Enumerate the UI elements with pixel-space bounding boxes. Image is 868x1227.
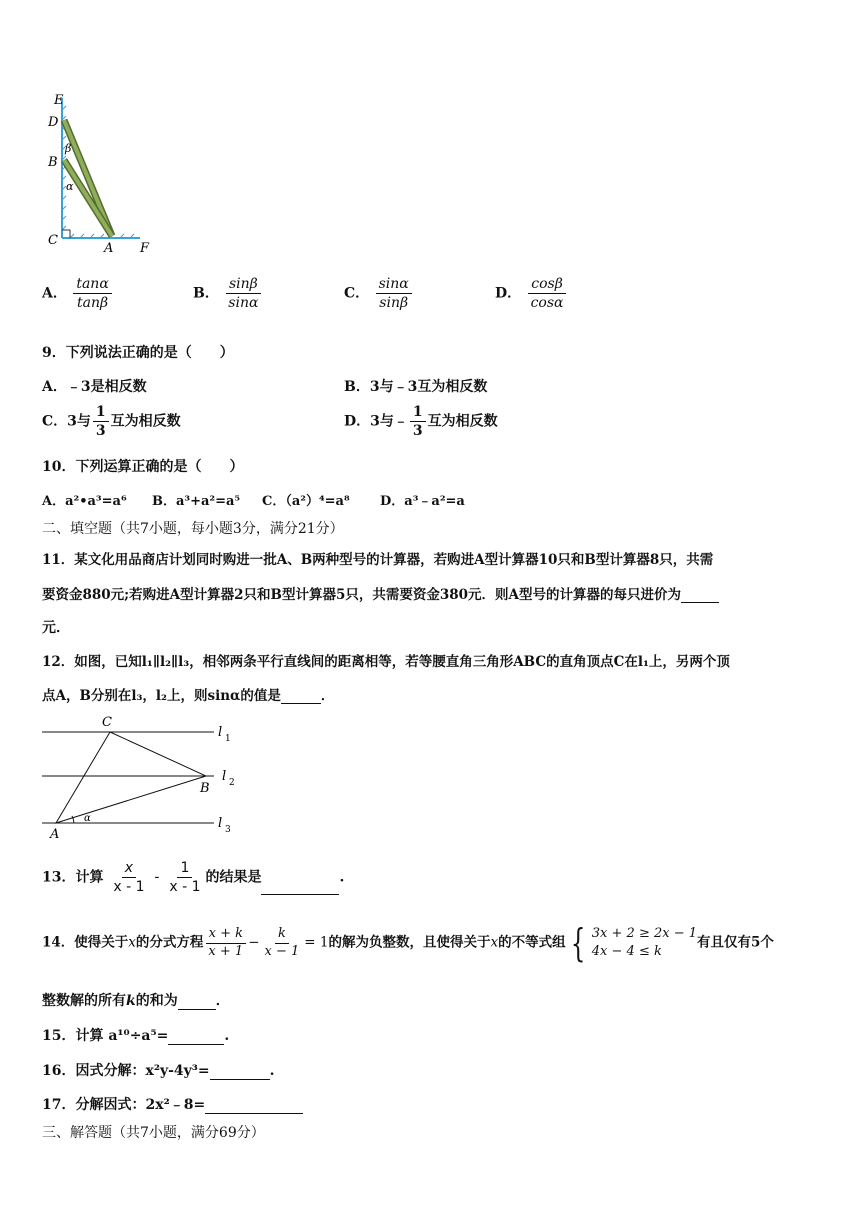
option-key: B． (193, 285, 219, 302)
q14-text: 有且仅有5个 (697, 934, 774, 951)
fraction (73, 276, 111, 311)
q14-text: 的解为负整数，且使得关于 (328, 934, 491, 951)
numerator: tanα (73, 276, 111, 294)
minus-sign: - (154, 869, 160, 886)
inequality-2: 4x − 4 ≤ k (591, 944, 662, 959)
option-text: C．3与 (42, 413, 91, 430)
q11-line-2 (42, 583, 719, 603)
label-l2-sub: 2 (229, 778, 235, 788)
denominator: x - 1 (169, 879, 201, 896)
q14-text-end: ． (215, 993, 230, 1009)
q15 (42, 1025, 229, 1045)
var-k: k (126, 993, 136, 1009)
q16 (42, 1060, 275, 1080)
label-l1-sub: 1 (225, 734, 231, 744)
var-x: x (128, 934, 136, 951)
q10-option-d: D．a³﹣a²=a (380, 494, 465, 509)
denominator: x - 1 (113, 879, 145, 896)
answer-blank (261, 878, 339, 895)
label-alpha: α (84, 813, 91, 824)
left-brace: { (570, 921, 585, 965)
q8-option-a (42, 276, 114, 311)
q11-line-1: 11．某文化用品商店计划同时购进一批A、B两种型号的计算器，若购进A型计算器10只和B型计算器8只，共需 (42, 552, 714, 568)
inequality-1: 3x + 2 ≥ 2x − 1 (591, 926, 697, 942)
q14-text: 14．使得关于 (42, 934, 129, 951)
q9-option-b: B．3与﹣3互为相反数 (344, 379, 488, 395)
q13-text: 13．计算 (42, 869, 104, 886)
fraction (93, 404, 109, 439)
parallel-lines-figure (38, 710, 248, 842)
q17 (42, 1094, 303, 1114)
q8-option-d (495, 276, 569, 311)
numerator: 1 (410, 404, 426, 422)
numerator: sinα (376, 276, 412, 294)
option-text: 互为相反数 (110, 413, 181, 430)
answer-blank (178, 993, 216, 1010)
q14-line-1 (42, 921, 774, 965)
option-text: 互为相反数 (427, 413, 498, 430)
label-alpha: α (66, 180, 74, 193)
q14-text: 的分式方程 (135, 934, 204, 951)
fraction (528, 276, 567, 311)
numerator: k (275, 927, 289, 944)
q12-text-end: ． (320, 688, 335, 704)
q10-option-b: B．a³+a²=a⁵ (152, 494, 241, 509)
q11-line-3: 元． (42, 620, 70, 636)
q13-text-end: . (339, 869, 345, 886)
var-x: x (490, 934, 499, 951)
label-l1: l (218, 725, 223, 740)
q8-option-b (193, 276, 263, 311)
label-beta: β (65, 142, 72, 155)
label-C: C (102, 715, 112, 730)
answer-blank (205, 1097, 303, 1114)
ladder-figure (40, 90, 160, 255)
q10-option-c: C．（a²）⁴=a⁸ (262, 494, 350, 509)
q16-text: 16．因式分解：x²y-4y³= (42, 1063, 210, 1079)
q12-line-2 (42, 684, 334, 704)
numerator: 1 (93, 404, 109, 422)
numerator: sinβ (226, 276, 261, 294)
q9-stem: 9．下列说法正确的是（ ） (42, 345, 234, 361)
q16-text-end: . (269, 1063, 275, 1079)
fraction (410, 404, 426, 439)
label-l3: l (218, 816, 223, 831)
label-l3-sub: 3 (225, 825, 231, 835)
label-B: B (200, 781, 210, 796)
equals-one: = 1 (304, 934, 329, 951)
numerator: 1 (177, 860, 192, 878)
q9-option-a: A．﹣3是相反数 (42, 379, 147, 395)
denominator: sinα (228, 295, 259, 312)
numerator: x (122, 860, 136, 878)
option-key: C． (344, 285, 370, 302)
minus-sign: − (248, 934, 260, 951)
denominator: tanβ (77, 295, 109, 312)
q15-text: 15．计算 a¹⁰÷a⁵= (42, 1028, 169, 1044)
inequality-system (566, 921, 697, 965)
fraction (376, 276, 412, 311)
q10-option-a: A．a²•a³=a⁶ (42, 494, 127, 509)
denominator: 3 (95, 423, 106, 440)
numerator: x + k (206, 927, 246, 944)
answer-blank (281, 687, 321, 704)
denominator: x − 1 (264, 943, 300, 959)
q12-line-1: 12．如图，已知l₁∥l₂∥l₃，相邻两条平行直线间的距离相等，若等腰直角三角形ABC的直角顶点C在l₁上，另两个顶 (42, 654, 730, 670)
denominator: 3 (412, 423, 423, 440)
answer-blank (681, 586, 719, 603)
section-3-heading: 三、解答题（共7小题，满分69分） (42, 1125, 265, 1141)
q14-text: 的和为 (135, 993, 178, 1009)
q10-stem: 10．下列运算正确的是（ ） (42, 459, 244, 475)
q9-option-c (42, 404, 181, 439)
option-key: A． (42, 285, 67, 302)
fraction (225, 276, 261, 311)
q8-option-c (344, 276, 414, 311)
label-C: C (48, 233, 58, 248)
denominator: cosα (530, 295, 564, 312)
q14-text: 的不等式组 (498, 934, 566, 951)
label-A: A (50, 827, 60, 842)
fraction (205, 927, 246, 960)
q14-text: 整数解的所有 (42, 993, 126, 1009)
denominator: sinβ (379, 295, 409, 312)
numerator: cosβ (528, 276, 566, 294)
q13 (42, 860, 344, 895)
label-B: B (48, 155, 58, 170)
option-key: D． (495, 285, 522, 302)
label-l2: l (222, 769, 227, 784)
label-E: E (54, 93, 64, 108)
denominator: x + 1 (208, 943, 244, 959)
section-2-heading: 二、填空题（共7小题，每小题3分，满分21分） (42, 521, 344, 537)
answer-blank (210, 1063, 270, 1080)
label-F: F (140, 241, 150, 255)
q12-text: 点A，B分别在l₃，l₂上，则sinα的值是 (42, 688, 281, 704)
option-text: D．3与﹣ (344, 413, 408, 430)
q14-line-2 (42, 990, 230, 1010)
q13-text: 的结果是 (205, 869, 262, 886)
label-A: A (104, 241, 114, 255)
answer-blank (168, 1028, 224, 1045)
q17-text: 17．分解因式：2x²﹣8= (42, 1097, 206, 1113)
label-D: D (48, 115, 59, 130)
fraction (166, 860, 203, 895)
fraction (262, 927, 303, 960)
q11-text: 要资金880元;若购进A型计算器2只和B型计算器5只，共需要资金380元．则A型号的计算器的每只进价为 (42, 587, 681, 603)
q15-text-end: . (224, 1028, 230, 1044)
fraction (110, 860, 147, 895)
q9-option-d (344, 404, 498, 439)
